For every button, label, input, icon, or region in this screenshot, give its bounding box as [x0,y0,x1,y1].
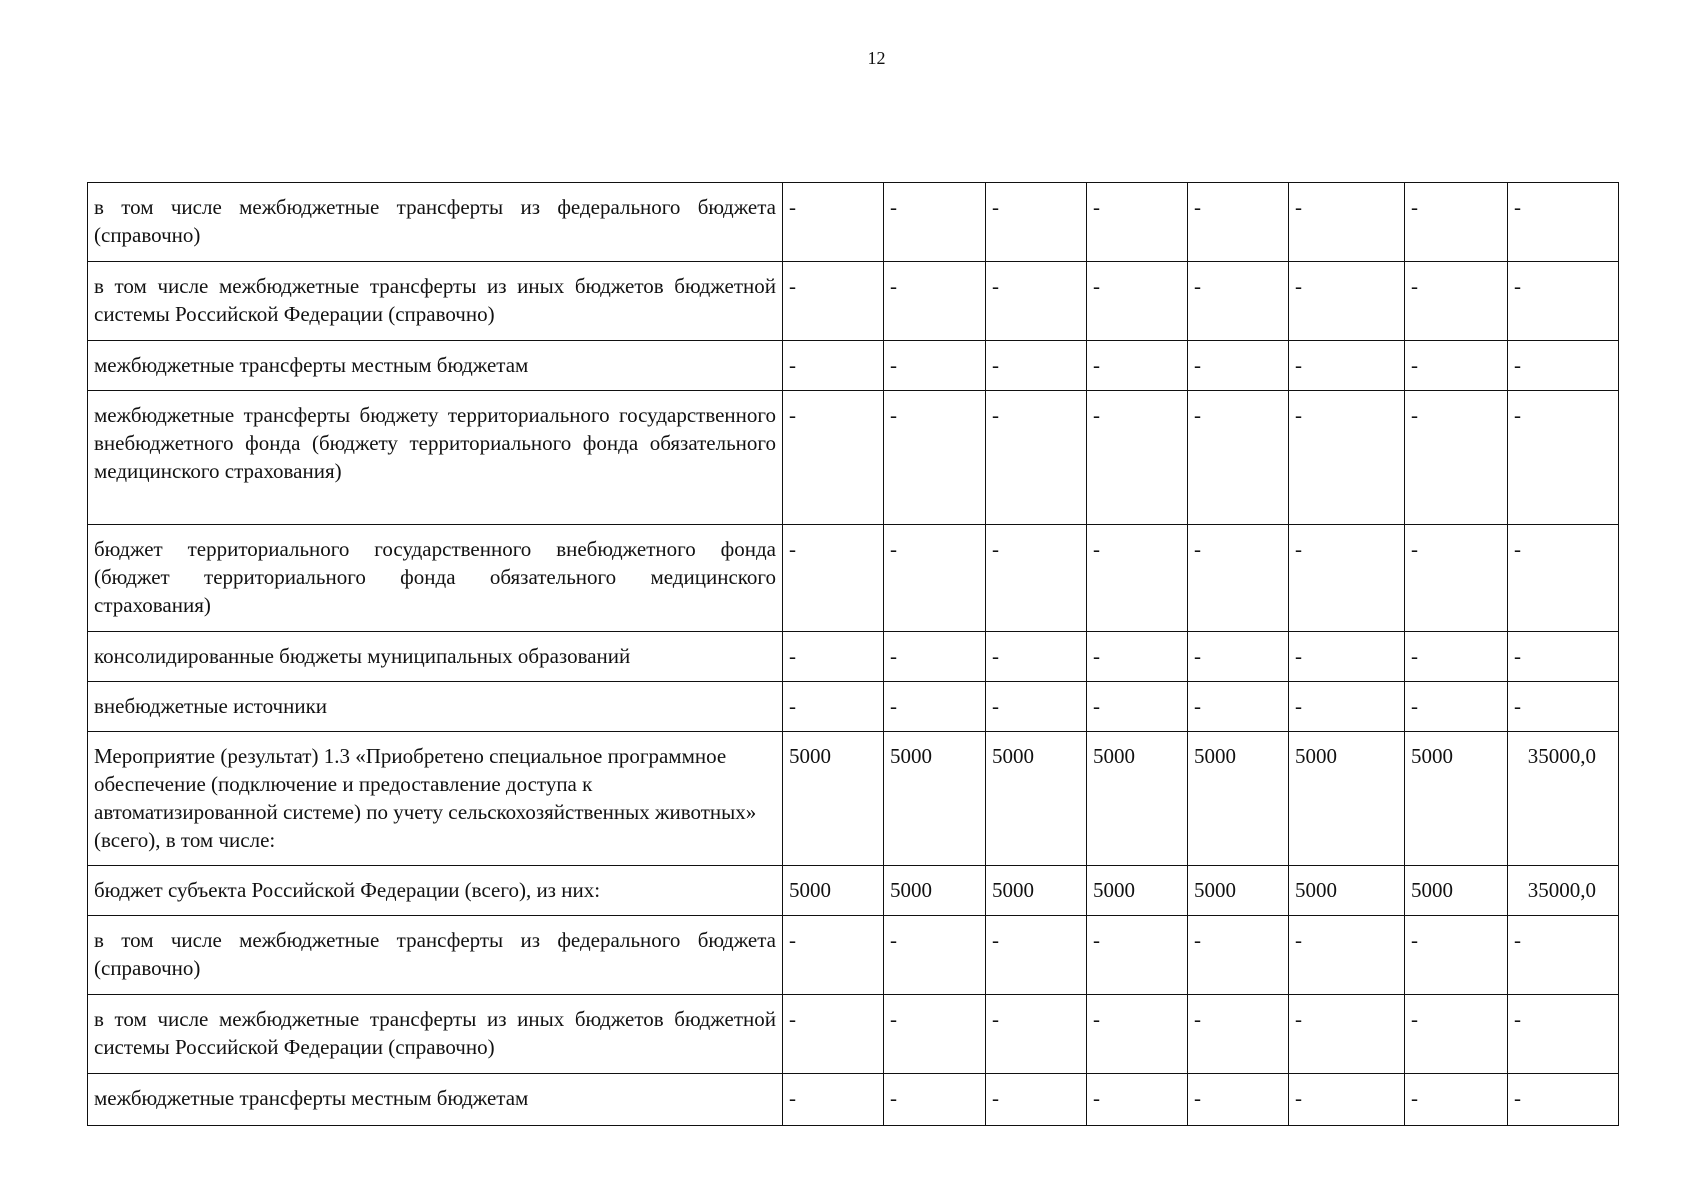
table-row [88,391,1619,525]
row-label: бюджет территориального государственного внебюджетного фонда (бюджет территориального фонда обязательного медицинского страхования) [88,525,783,632]
row-value-cell: - [783,525,884,632]
row-label: в том числе межбюджетные трансферты из федерального бюджета (справочно) [88,916,783,995]
row-value-cell: - [1087,682,1188,732]
row-value-cell: - [1405,916,1508,995]
row-value-cell: 5000 [1188,866,1289,916]
row-value-cell: - [1087,632,1188,682]
row-value-cell: - [1405,1074,1508,1126]
row-total-cell: - [1508,995,1619,1074]
row-value-cell: 5000 [1405,732,1508,866]
row-value-cell: - [884,525,986,632]
row-value-cell: - [1188,995,1289,1074]
row-value-cell: - [1405,525,1508,632]
table-row [88,341,1619,391]
row-value-cell: - [1289,682,1405,732]
row-value-cell: - [783,183,884,262]
row-value-cell: - [986,341,1087,391]
row-value-cell: - [986,183,1087,262]
row-value-cell: - [1289,1074,1405,1126]
row-value-cell: - [783,995,884,1074]
row-value-cell: 5000 [986,866,1087,916]
row-value-cell: 5000 [1289,866,1405,916]
row-total-cell: - [1508,391,1619,525]
row-total-cell: - [1508,262,1619,341]
row-value-cell: 5000 [986,732,1087,866]
row-value-cell: - [1405,632,1508,682]
row-value-cell: - [884,916,986,995]
row-value-cell: - [1289,525,1405,632]
row-value-cell: 5000 [1405,866,1508,916]
row-value-cell: - [986,262,1087,341]
row-value-cell: - [1289,262,1405,341]
table-row [88,916,1619,995]
row-total-cell: 35000,0 [1508,866,1619,916]
row-value-cell: 5000 [1188,732,1289,866]
row-label: в том числе межбюджетные трансферты из федерального бюджета (справочно) [88,183,783,262]
row-value-cell: - [783,262,884,341]
row-value-cell: - [1405,391,1508,525]
row-value-cell: - [1087,916,1188,995]
row-value-cell: - [884,682,986,732]
row-value-cell: - [783,682,884,732]
row-value-cell: - [884,995,986,1074]
row-total-cell: - [1508,183,1619,262]
table-body [88,183,1619,1126]
row-value-cell: - [1188,916,1289,995]
row-value-cell: 5000 [1289,732,1405,866]
row-value-cell: - [884,183,986,262]
row-value-cell: - [1188,525,1289,632]
table-row [88,525,1619,632]
table-row [88,262,1619,341]
row-label: межбюджетные трансферты местным бюджетам [88,1074,783,1126]
row-value-cell: - [1405,183,1508,262]
row-value-cell: - [986,525,1087,632]
row-label: в том числе межбюджетные трансферты из иных бюджетов бюджетной системы Российской Федерации (справочно) [88,262,783,341]
row-value-cell: - [783,1074,884,1126]
row-value-cell: 5000 [1087,866,1188,916]
row-value-cell: - [1289,341,1405,391]
row-label: Мероприятие (результат) 1.3 «Приобретено специальное программное обеспечение (подключение и предоставление доступа к автоматизированной системе) по учету сельскохозяйственных животных» (всего), в том числе: [88,732,783,866]
row-value-cell: - [1188,1074,1289,1126]
row-value-cell: - [1188,341,1289,391]
row-value-cell: - [783,341,884,391]
row-value-cell: - [1188,682,1289,732]
row-value-cell: - [986,916,1087,995]
row-total-cell: - [1508,341,1619,391]
row-value-cell: - [1087,391,1188,525]
row-value-cell: - [1188,183,1289,262]
row-total-cell: 35000,0 [1508,732,1619,866]
row-value-cell: - [783,916,884,995]
row-value-cell: - [1087,995,1188,1074]
table-row [88,632,1619,682]
row-value-cell: - [1087,525,1188,632]
row-value-cell: - [1188,391,1289,525]
row-value-cell: - [1289,183,1405,262]
row-total-cell: - [1508,916,1619,995]
row-total-cell: - [1508,632,1619,682]
row-value-cell: - [1188,632,1289,682]
row-value-cell: 5000 [1087,732,1188,866]
row-label: межбюджетные трансферты бюджету территориального государственного внебюджетного фонда (бюджету территориального фонда обязательного медицинского страхования) [88,391,783,525]
table-row [88,866,1619,916]
row-label: в том числе межбюджетные трансферты из иных бюджетов бюджетной системы Российской Федерации (справочно) [88,995,783,1074]
row-total-cell: - [1508,682,1619,732]
page-number: 12 [867,48,886,68]
row-value-cell: - [884,341,986,391]
row-value-cell: - [986,682,1087,732]
row-value-cell: 5000 [783,866,884,916]
table-row [88,995,1619,1074]
table-row [88,732,1619,866]
row-label: бюджет субъекта Российской Федерации (всего), из них: [88,866,783,916]
row-value-cell: - [1289,916,1405,995]
row-value-cell: - [783,391,884,525]
row-value-cell: - [1188,262,1289,341]
row-label: консолидированные бюджеты муниципальных образований [88,632,783,682]
row-value-cell: - [884,1074,986,1126]
row-value-cell: - [1289,632,1405,682]
row-value-cell: - [1087,262,1188,341]
row-value-cell: - [1289,995,1405,1074]
row-value-cell: - [1087,183,1188,262]
row-value-cell: - [1087,1074,1188,1126]
row-value-cell: 5000 [783,732,884,866]
table-row [88,682,1619,732]
row-value-cell: - [986,1074,1087,1126]
row-value-cell: - [1405,995,1508,1074]
row-value-cell: - [986,391,1087,525]
row-value-cell: - [783,632,884,682]
row-value-cell: - [1405,341,1508,391]
row-value-cell: - [884,262,986,341]
row-label: межбюджетные трансферты местным бюджетам [88,341,783,391]
row-label: внебюджетные источники [88,682,783,732]
budget-table [87,182,1619,1126]
row-value-cell: - [986,995,1087,1074]
row-value-cell: - [1405,682,1508,732]
row-value-cell: - [884,391,986,525]
row-value-cell: 5000 [884,866,986,916]
table-row [88,183,1619,262]
row-value-cell: - [1405,262,1508,341]
row-total-cell: - [1508,525,1619,632]
row-value-cell: - [986,632,1087,682]
row-total-cell: - [1508,1074,1619,1126]
table-row [88,1074,1619,1126]
row-value-cell: - [1289,391,1405,525]
row-value-cell: - [1087,341,1188,391]
row-value-cell: - [884,632,986,682]
row-value-cell: 5000 [884,732,986,866]
